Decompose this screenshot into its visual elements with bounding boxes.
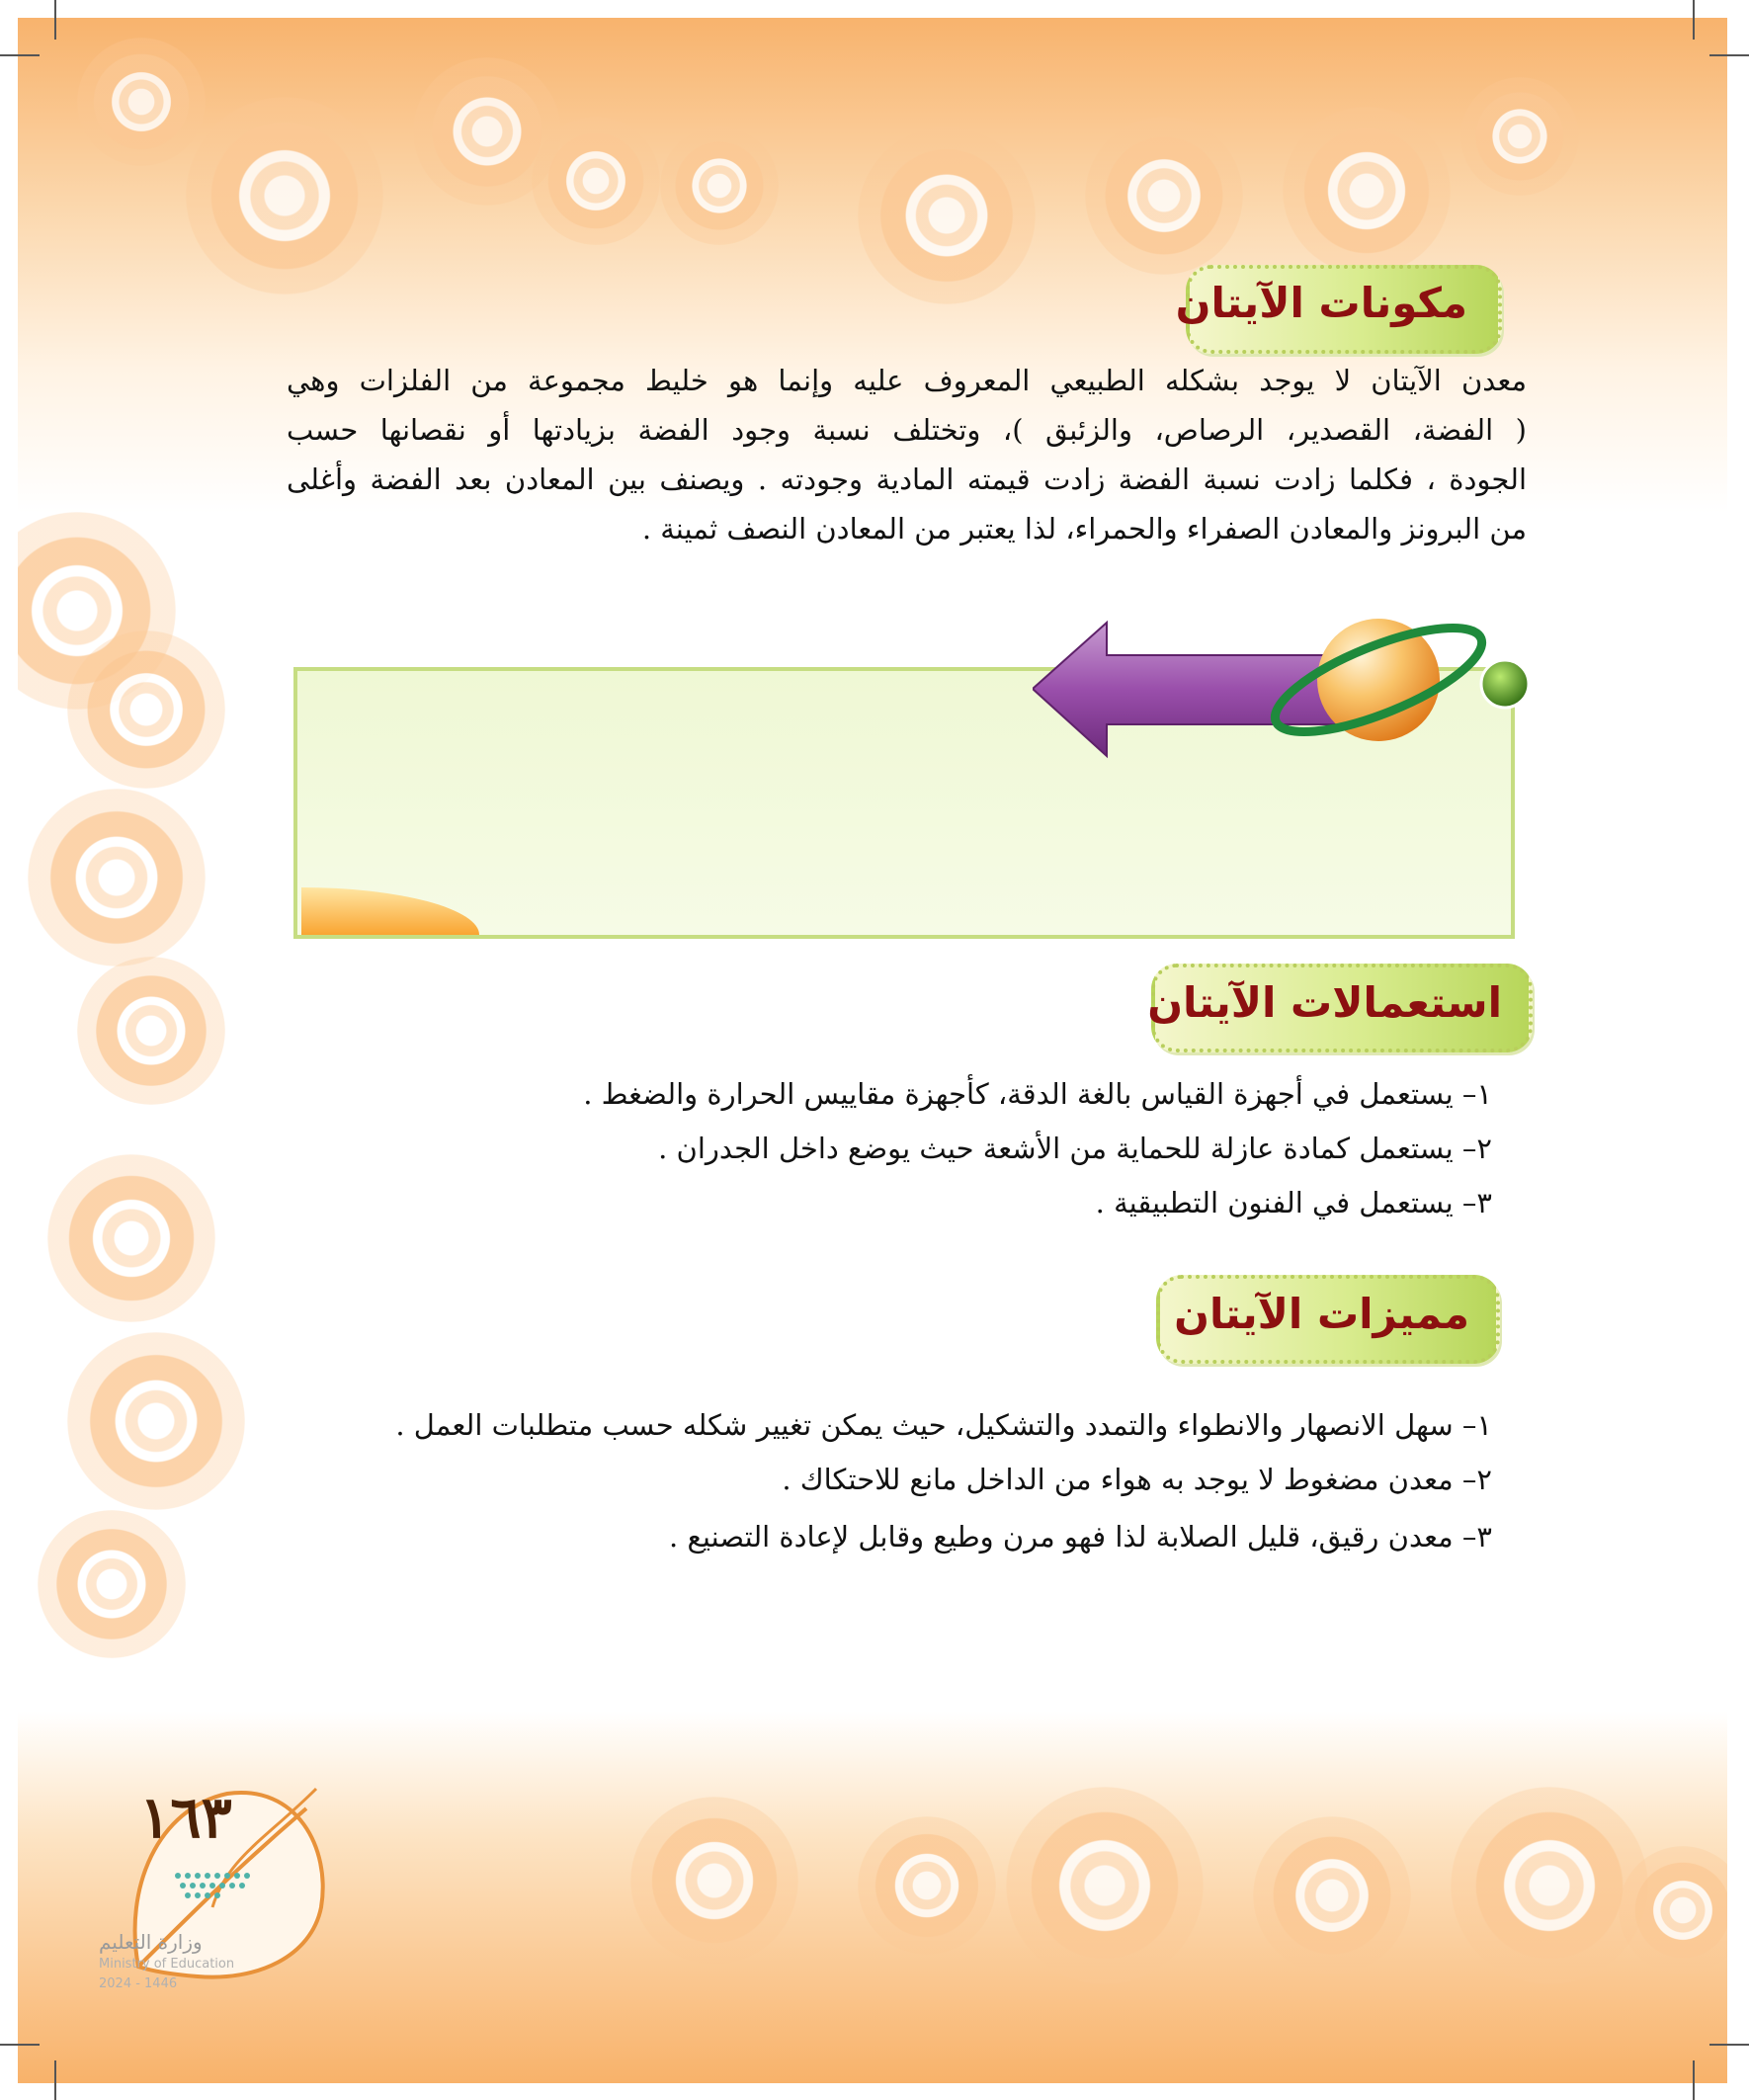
uses-item: ١– يستعمل في أجهزة القياس بالغة الدقة، كأجهزة مقاييس الحرارة والضغط .: [583, 1077, 1492, 1111]
ministry-name: وزارة التعليم: [99, 1930, 203, 1954]
crop-mark: [1709, 54, 1749, 56]
flower-ornament: [1283, 107, 1451, 275]
crop-mark: [0, 2044, 40, 2046]
page-number: ١٦٣: [139, 1784, 232, 1851]
flower-ornament: [77, 957, 225, 1105]
flower-ornament: [28, 789, 206, 966]
uses-heading: استعمالات الآيتان: [1147, 978, 1502, 1027]
uses-item: ٣– يستعمل في الفنون التطبيقية .: [1095, 1186, 1492, 1219]
flower-ornament: [67, 630, 225, 789]
flower-ornament: [858, 126, 1036, 304]
features-item: ٣– معدن رقيق، قليل الصلابة لذا فهو مرن وطيع وقابل لإعادة التصنيع .: [669, 1520, 1492, 1554]
paragraph-line: الجودة ، فكلما زادت نسبة الفضة زادت قيمته المادية وجودته . ويصنف بين المعادن بعد الفضة وأغلى: [287, 462, 1527, 496]
flower-ornament: [38, 1510, 186, 1658]
flower-ornament: [858, 1816, 996, 1955]
flower-ornament: [67, 1332, 245, 1510]
crop-mark: [1709, 2044, 1749, 2046]
paragraph-line: ( الفضة، القصدير، الرصاص، والزئبق )، وتختلف نسبة وجود الفضة بزيادتها أو نقصانها حسب: [287, 413, 1527, 447]
flower-ornament: [1006, 1787, 1204, 1984]
components-heading: مكونات الآيتان: [1175, 279, 1467, 327]
paragraph-line: معدن الآيتان لا يوجد بشكله الطبيعي المعروف عليه وإنما هو خليط مجموعة من الفلزات وهي: [287, 364, 1527, 397]
flower-ornament: [186, 97, 383, 294]
flower-ornament: [630, 1797, 798, 1965]
flower-ornament: [1451, 1787, 1648, 1984]
activity-wave-decoration: [301, 887, 479, 935]
edition-year: 2024 - 1446: [99, 1976, 178, 1991]
flower-ornament: [1085, 117, 1243, 275]
crop-mark: [54, 2060, 56, 2100]
components-paragraph: [287, 356, 1527, 553]
flower-ornament: [77, 38, 206, 166]
ministry-name-english: Ministry of Education: [99, 1957, 235, 1972]
planet-icon: [1270, 593, 1532, 756]
flower-ornament: [1460, 77, 1579, 196]
planet-ring-icon: [1270, 593, 1532, 756]
flower-ornament: [1253, 1816, 1411, 1974]
flower-ornament: [47, 1154, 215, 1322]
flower-ornament: [532, 117, 660, 245]
features-item: ٢– معدن مضغوط لا يوجد به هواء من الداخل مانع للاحتكاك .: [782, 1463, 1492, 1496]
crop-mark: [1693, 0, 1695, 40]
uses-item: ٢– يستعمل كمادة عازلة للحماية من الأشعة حيث يوضع داخل الجدران .: [658, 1132, 1492, 1165]
crop-mark: [54, 0, 56, 40]
features-heading: مميزات الآيتان: [1174, 1290, 1469, 1338]
crop-mark: [1693, 2060, 1695, 2100]
paragraph-line: من البرونز والمعادن الصفراء والحمراء، لذا يعتبر من المعادن النصف ثمينة .: [641, 512, 1527, 546]
crop-mark: [0, 54, 40, 56]
flower-ornament: [660, 126, 779, 245]
ministry-logo-icon: [168, 1866, 287, 1905]
features-item: ١– سهل الانصهار والانطواء والتمدد والتشكيل، حيث يمكن تغيير شكله حسب متطلبات العمل .: [395, 1408, 1492, 1442]
